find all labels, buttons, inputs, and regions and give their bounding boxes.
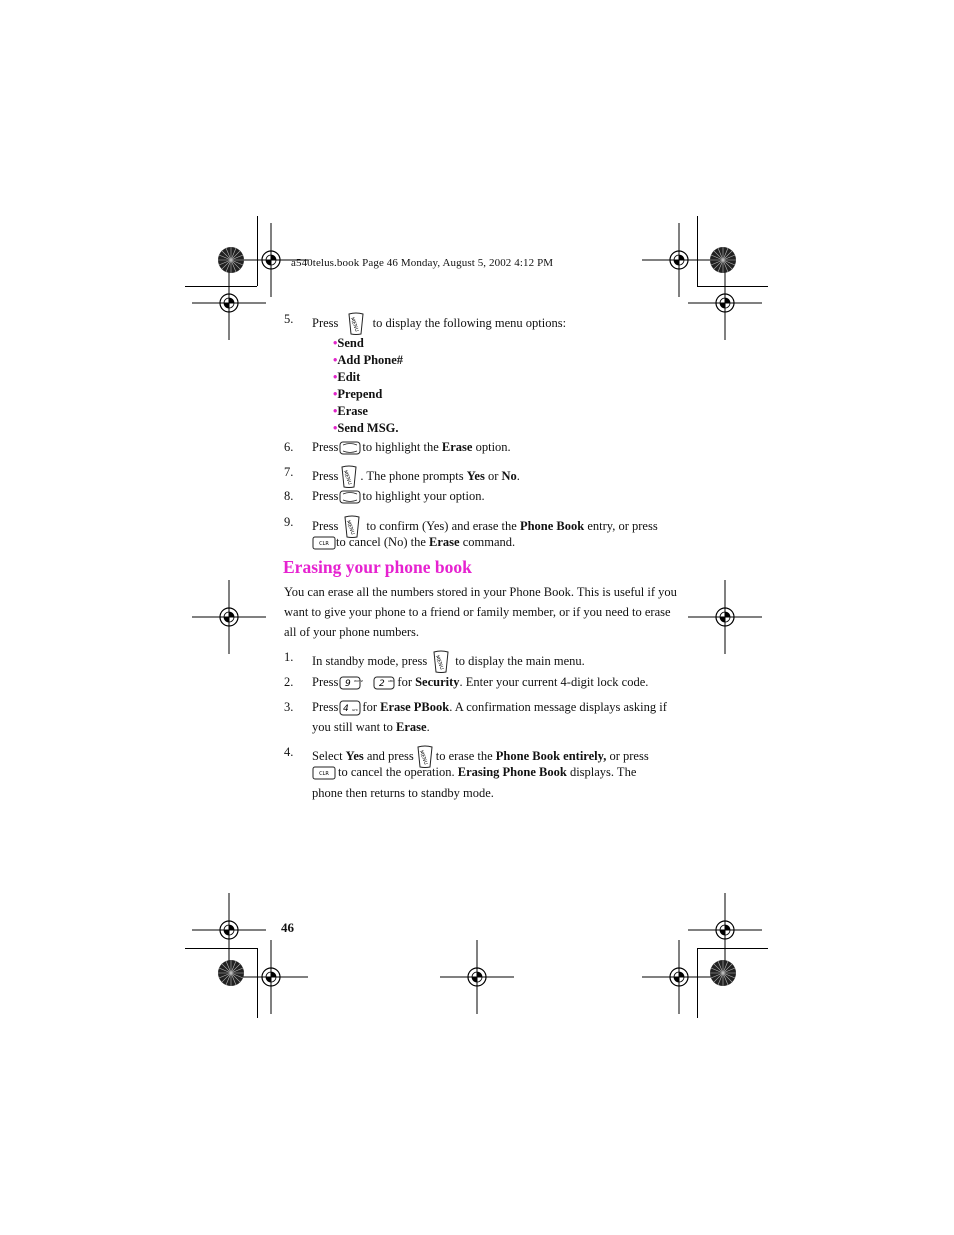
step-number: 4. bbox=[284, 745, 294, 759]
navigation-key-icon bbox=[339, 489, 361, 505]
menu-option: •Add Phone# bbox=[333, 353, 404, 367]
step-3-text-line2: you still want to Erase. bbox=[312, 720, 430, 734]
svg-text:9: 9 bbox=[345, 679, 352, 690]
step-1-text: In standby mode, press MENU to display the main menu. bbox=[312, 650, 585, 674]
step-number: 8. bbox=[284, 489, 294, 503]
section-title: Erasing your phone book bbox=[283, 557, 472, 577]
intro-line: want to give your phone to a friend or family member, or if you need to erase bbox=[284, 605, 671, 619]
step-number: 9. bbox=[284, 515, 294, 529]
svg-text:MENU: MENU bbox=[434, 654, 445, 671]
svg-text:MENU: MENU bbox=[417, 749, 429, 766]
menu-option: •Edit bbox=[333, 370, 361, 384]
svg-text:WXYZ: WXYZ bbox=[354, 679, 364, 684]
menu-ok-key-icon bbox=[339, 465, 359, 489]
step-4-text-line2: CLR to cancel the operation. Erasing Phone Book displays. The bbox=[312, 765, 636, 780]
step-8-text: Press to highlight your option. bbox=[312, 489, 485, 505]
svg-text:ABC: ABC bbox=[388, 679, 395, 684]
svg-text:CLR: CLR bbox=[319, 541, 329, 548]
key-9-icon bbox=[339, 676, 364, 690]
svg-text:CLR: CLR bbox=[319, 771, 329, 778]
step-9-text-line2: CLR to cancel (No) the Erase command. bbox=[312, 535, 515, 550]
step-5-text: Press MENU to display the following menu options: bbox=[312, 312, 566, 336]
step-number: 6. bbox=[284, 440, 294, 454]
step-7-text: Press MENU . The phone prompts Yes or No. bbox=[312, 465, 520, 489]
svg-text:MENU: MENU bbox=[345, 519, 356, 536]
svg-text:MENU: MENU bbox=[348, 316, 360, 333]
key-2-icon bbox=[373, 676, 395, 690]
step-number: 3. bbox=[284, 700, 294, 714]
step-4-text-line3: phone then returns to standby mode. bbox=[312, 786, 494, 800]
menu-option: •Prepend bbox=[333, 387, 383, 401]
menu-ok-key-icon bbox=[346, 312, 366, 336]
step-number: 5. bbox=[284, 312, 294, 326]
file-info-header: a540telus.book Page 46 Monday, August 5, 2002 4:12 PM bbox=[291, 257, 554, 269]
navigation-key-icon bbox=[339, 440, 361, 456]
clr-key-icon bbox=[312, 536, 336, 550]
menu-option: •Erase bbox=[333, 404, 368, 418]
step-number: 1. bbox=[284, 650, 294, 664]
step-9-text: Press MENU to confirm (Yes) and erase the Phone Book entry, or press bbox=[312, 515, 658, 539]
step-3-text: Press 4 GHI for Erase PBook. A confirmation message displays asking if bbox=[312, 700, 667, 715]
intro-line: all of your phone numbers. bbox=[284, 625, 420, 639]
svg-text:4: 4 bbox=[343, 704, 350, 715]
svg-text:GHI: GHI bbox=[352, 708, 358, 713]
intro-line: You can erase all the numbers stored in your Phone Book. This is useful if you bbox=[284, 585, 677, 599]
menu-option: •Send bbox=[333, 336, 364, 350]
menu-ok-key-icon bbox=[431, 650, 451, 674]
menu-option: •Send MSG. bbox=[333, 421, 399, 435]
key-4-icon bbox=[339, 700, 361, 716]
step-4-text: Select Yes and press MENU to erase the Phone Book entirely, or press bbox=[312, 745, 649, 769]
svg-text:2: 2 bbox=[379, 679, 386, 690]
page-number: 46 bbox=[281, 920, 294, 935]
step-6-text: Press to highlight the Erase option. bbox=[312, 440, 511, 456]
clr-key-icon bbox=[312, 766, 336, 780]
step-2-text: Press 9 WXYZ 2 ABC for Security. Enter your current 4-digit lock code. bbox=[312, 675, 649, 690]
svg-text:MENU: MENU bbox=[342, 469, 353, 486]
step-number: 7. bbox=[284, 465, 294, 479]
step-number: 2. bbox=[284, 675, 294, 689]
